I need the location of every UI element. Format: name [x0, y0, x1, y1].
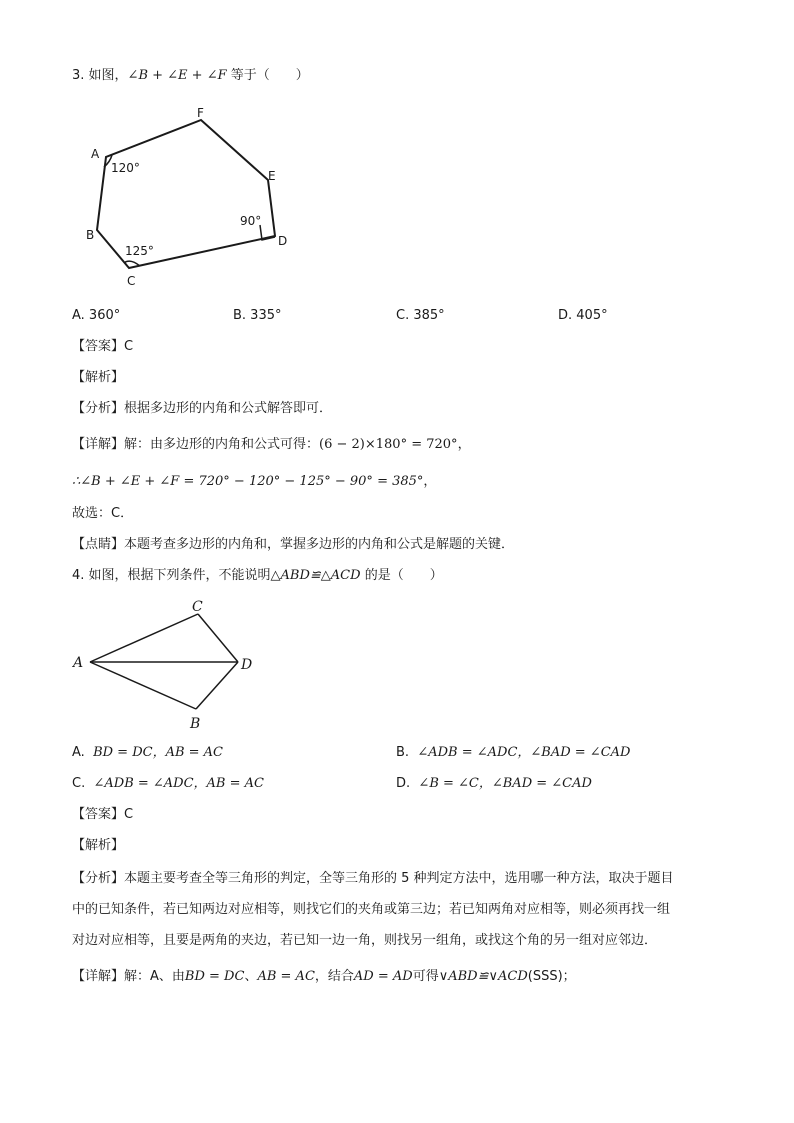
q3-comment [72, 536, 514, 554]
comment-text: 本题考查多边形的内角和，掌握多边形的内角和公式是解题的关键． [124, 537, 515, 552]
segment-cd [198, 614, 238, 662]
q4-fenxi-line-2: 中的已知条件，若已知两边对应相等，则找它们的夹角或第三边；若已知两角对应相等，则必须再找一组 [72, 902, 671, 917]
detail-math: (6 − 2)×180° = 720° [319, 437, 458, 452]
q3-option-c[interactable]: C. 385° [396, 308, 445, 323]
q4-option-a[interactable] [72, 744, 223, 762]
q4-stem-suffix: 的是（ ） [360, 568, 443, 583]
fenxi-text: 根据多边形的内角和公式解答即可． [124, 401, 333, 416]
q4-analysis-tag: 【解析】 [72, 838, 125, 853]
detail-math-2: AB = AC [257, 969, 315, 984]
fenxi-text: 本题主要考查全等三角形的判定，全等三角形的 5 种判定方法中，选用哪一种方法，取决于题目 [124, 871, 674, 886]
q3-answer [72, 338, 133, 356]
detail-text-4: 可得 [412, 969, 439, 984]
q3-option-d[interactable]: D. 405° [558, 308, 608, 323]
angle-label-a: 120° [111, 161, 140, 175]
vertex-label-c: C [127, 274, 136, 288]
fenxi-tag: 【分析】 [72, 871, 125, 886]
option-prefix: B. [396, 745, 410, 760]
option-math: ∠ADB = ∠ADC，AB = AC [93, 776, 264, 791]
vertex-label-d: D [241, 657, 253, 673]
q4-triangles-figure [70, 595, 270, 735]
vertex-label-b: B [190, 716, 201, 732]
segment-ac [90, 614, 198, 662]
detail-text-5: (SSS)； [527, 969, 576, 984]
detail-text: 解：由多边形的内角和公式可得： [124, 437, 320, 452]
detail-end: ， [457, 437, 471, 452]
q3-therefore [72, 473, 436, 491]
segment-ab [90, 662, 196, 709]
q3-hexagon-figure [80, 100, 320, 300]
q4-stem-prefix: 4. 如图，根据下列条件，不能说明 [72, 568, 271, 583]
q4-fenxi-line-1 [72, 870, 674, 888]
comment-tag: 【点睛】 [72, 537, 125, 552]
detail-text-1: 解：A、由 [124, 969, 185, 984]
answer-value: C [124, 807, 134, 822]
answer-value: C [124, 339, 134, 354]
detail-text-3: ，结合 [314, 969, 354, 984]
q4-option-c[interactable] [72, 775, 264, 793]
answer-tag: 【答案】 [72, 807, 125, 822]
detail-text-2: 、 [244, 969, 258, 984]
detail-math-3: AD = AD [353, 969, 413, 984]
vertex-label-c: C [192, 599, 203, 615]
q4-stem-math: △ABD≌△ACD [270, 568, 361, 583]
vertex-label-a: A [73, 655, 84, 671]
q4-fenxi-line-3: 对边对应相等，且要是两角的夹边，若已知一边一角，则找另一组角，或找这个角的另一组对应邻边． [72, 933, 658, 948]
detail-tag: 【详解】 [72, 969, 125, 984]
q3-option-b[interactable]: B. 335° [233, 308, 282, 323]
q3-detail [72, 436, 471, 454]
q4-option-b[interactable] [396, 744, 630, 762]
q4-detail [72, 968, 576, 986]
option-prefix: C. [72, 776, 86, 791]
q3-stem-math: ∠B + ∠E + ∠F [127, 68, 227, 83]
q3-stem-suffix: 等于（ ） [226, 68, 309, 83]
detail-math-4: ∨ABD≌∨ACD [438, 969, 528, 984]
option-math: ∠ADB = ∠ADC，∠BAD = ∠CAD [417, 745, 631, 760]
vertex-label-b: B [86, 228, 95, 242]
segment-bd [196, 662, 238, 709]
q3-stem-prefix: 3. 如图， [72, 68, 128, 83]
fenxi-tag: 【分析】 [72, 401, 125, 416]
option-math: BD = DC，AB = AC [93, 745, 223, 760]
angle-label-d: 90° [240, 214, 262, 228]
q4-answer [72, 806, 133, 824]
vertex-label-f: F [197, 106, 204, 120]
option-math: ∠B = ∠C，∠BAD = ∠CAD [418, 776, 592, 791]
q3-fenxi [72, 400, 332, 418]
detail-math-1: BD = DC [184, 969, 245, 984]
vertex-label-d: D [278, 234, 288, 248]
q3-stem [72, 67, 309, 85]
vertex-label-a: A [91, 147, 100, 161]
option-prefix: D. [396, 776, 411, 791]
q3-analysis-tag: 【解析】 [72, 370, 125, 385]
angle-label-c: 125° [125, 244, 154, 258]
q3-choose: 故选：C． [72, 506, 134, 521]
therefore-math: ∴∠B + ∠E + ∠F = 720° − 120° − 125° − 90° = 385° [72, 474, 424, 489]
vertex-label-e: E [268, 169, 276, 183]
hexagon-outline [97, 120, 275, 268]
option-prefix: A. [72, 745, 85, 760]
answer-tag: 【答案】 [72, 339, 125, 354]
q4-stem [72, 567, 443, 585]
q4-option-d[interactable] [396, 775, 592, 793]
therefore-end: ， [423, 474, 437, 489]
q3-option-a[interactable]: A. 360° [72, 308, 121, 323]
detail-tag: 【详解】 [72, 437, 125, 452]
